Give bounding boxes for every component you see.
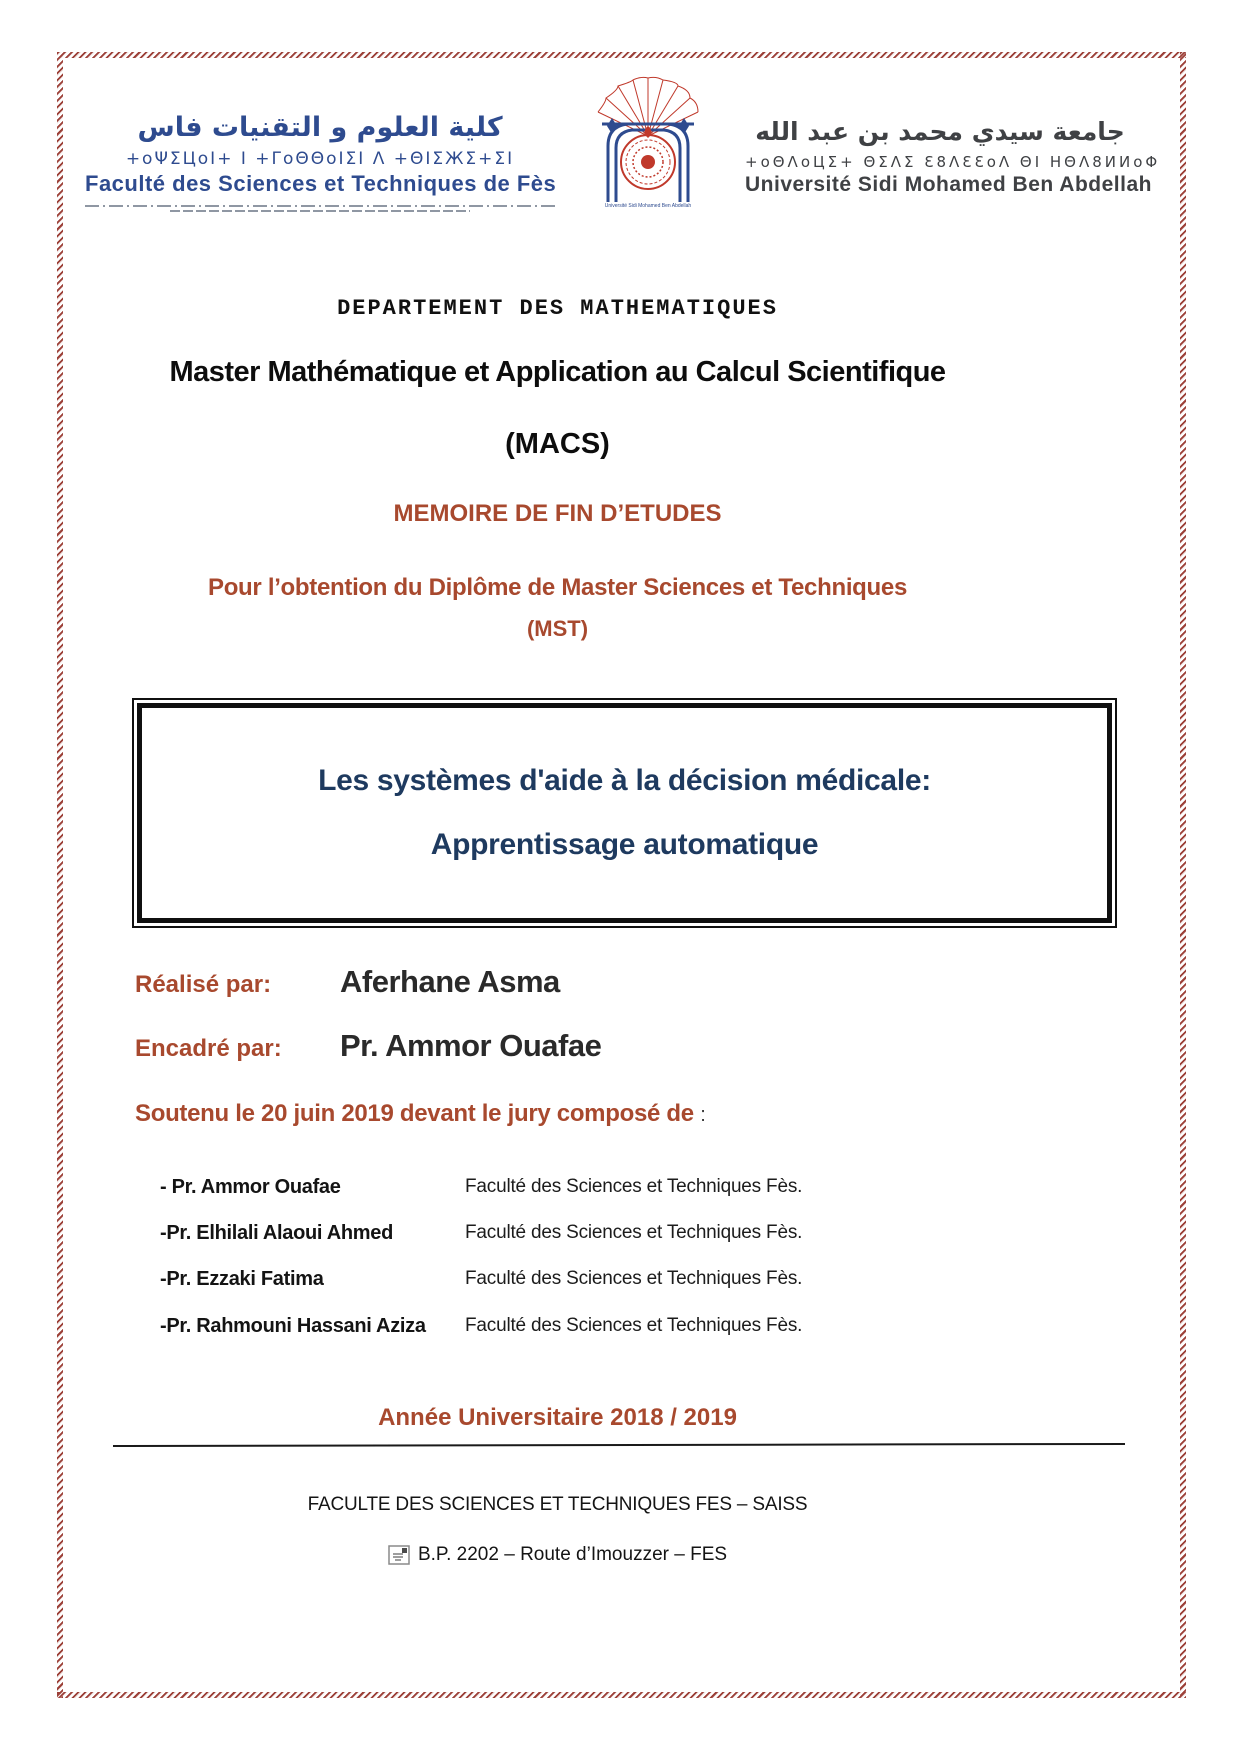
department-title: DEPARTEMENT DES MATHEMATIQUES	[337, 296, 778, 321]
defense-colon: :	[700, 1104, 706, 1126]
emblem-caption: Université Sidi Mohamed Ben Abdellah	[604, 203, 692, 209]
jury-member-affiliation: Faculté des Sciences et Techniques Fès.	[465, 1315, 803, 1336]
address-row	[85, 1544, 1030, 1566]
memoire-heading: MEMOIRE DE FIN D’ETUDES	[393, 500, 722, 527]
address-line: B.P. 2202 – Route d’Imouzzer – FES	[417, 1544, 728, 1565]
program-abbr: (MACS)	[505, 428, 610, 460]
diploma-abbr: (MST)	[526, 616, 589, 641]
header-divider2	[170, 210, 470, 212]
page-border-bottom	[57, 1692, 1186, 1698]
jury-member-name: -Pr. Ezzaki Fatima	[160, 1268, 324, 1290]
jury-member-affiliation: Faculté des Sciences et Techniques Fès.	[465, 1222, 803, 1243]
encadre-par-label: Encadré par:	[135, 1035, 282, 1062]
mail-icon	[388, 1545, 410, 1565]
thesis-title-box-inner	[137, 703, 1112, 923]
page-border-left	[57, 52, 63, 1698]
faculty-name-arabic: كلية العلوم و التقنيات فاس	[137, 112, 503, 143]
jury-row	[0, 1176, 1241, 1206]
university-name-arabic: جامعة سيدي محمد بن عبد الله	[755, 117, 1125, 146]
thesis-title-line2: Apprentissage automatique	[430, 828, 819, 861]
header-divider	[85, 205, 555, 207]
realise-par-row	[135, 964, 560, 1000]
university-header-block	[745, 116, 1161, 197]
page-border-top	[57, 52, 1186, 58]
thesis-title-line1: Les systèmes d'aide à la décision médicale:	[318, 764, 931, 797]
page-border-right	[1180, 52, 1186, 1698]
jury-member-affiliation: Faculté des Sciences et Techniques Fès.	[465, 1176, 803, 1197]
academic-year: Année Universitaire 2018 / 2019	[378, 1404, 737, 1431]
thesis-title-box	[132, 698, 1117, 928]
diploma-line: Pour l’obtention du Diplôme de Master Sciences et Techniques	[207, 574, 907, 601]
jury-member-affiliation: Faculté des Sciences et Techniques Fès.	[465, 1268, 803, 1289]
university-emblem-logo	[586, 74, 710, 216]
university-emblem-icon	[586, 74, 710, 216]
realise-par-label: Réalisé par:	[135, 971, 272, 998]
faculty-footer: FACULTE DES SCIENCES ET TECHNIQUES FES – SAISS	[307, 1494, 808, 1515]
jury-member-name: -Pr. Elhilali Alaoui Ahmed	[160, 1222, 393, 1244]
encadre-par-row	[135, 1028, 601, 1064]
supervisor-name: Pr. Ammor Ouafae	[340, 1028, 602, 1063]
footer-divider	[113, 1443, 1125, 1447]
jury-member-name: - Pr. Ammor Ouafae	[160, 1176, 341, 1198]
university-name-french: Université Sidi Mohamed Ben Abdellah	[745, 172, 1152, 196]
faculty-name-french: Faculté des Sciences et Techniques de Fès	[85, 171, 557, 197]
program-title: Master Mathématique et Application au Calcul Scientifique	[169, 356, 946, 388]
faculty-header-block	[85, 110, 555, 212]
defense-line	[135, 1100, 705, 1128]
faculty-name-tifinagh: +oΨΣЦoI+ I +ΓoΘΘoIΣI Λ +ΘΙΣЖΣ+ΣΙ	[125, 149, 515, 170]
jury-member-name: -Pr. Rahmouni Hassani Aziza	[160, 1315, 426, 1337]
university-name-tifinagh: +oΘΛoЦΣ+ ΘΣΛΣ Ɛ8ΛƐƐoΛ ΘΙ ΗΘΛ8ИИoΦ	[745, 152, 1161, 171]
defense-text: Soutenu le 20 juin 2019 devant le jury composé de	[135, 1100, 694, 1127]
jury-row	[0, 1315, 1241, 1345]
author-name: Aferhane Asma	[340, 964, 560, 999]
jury-row	[0, 1268, 1241, 1298]
jury-row	[0, 1222, 1241, 1252]
